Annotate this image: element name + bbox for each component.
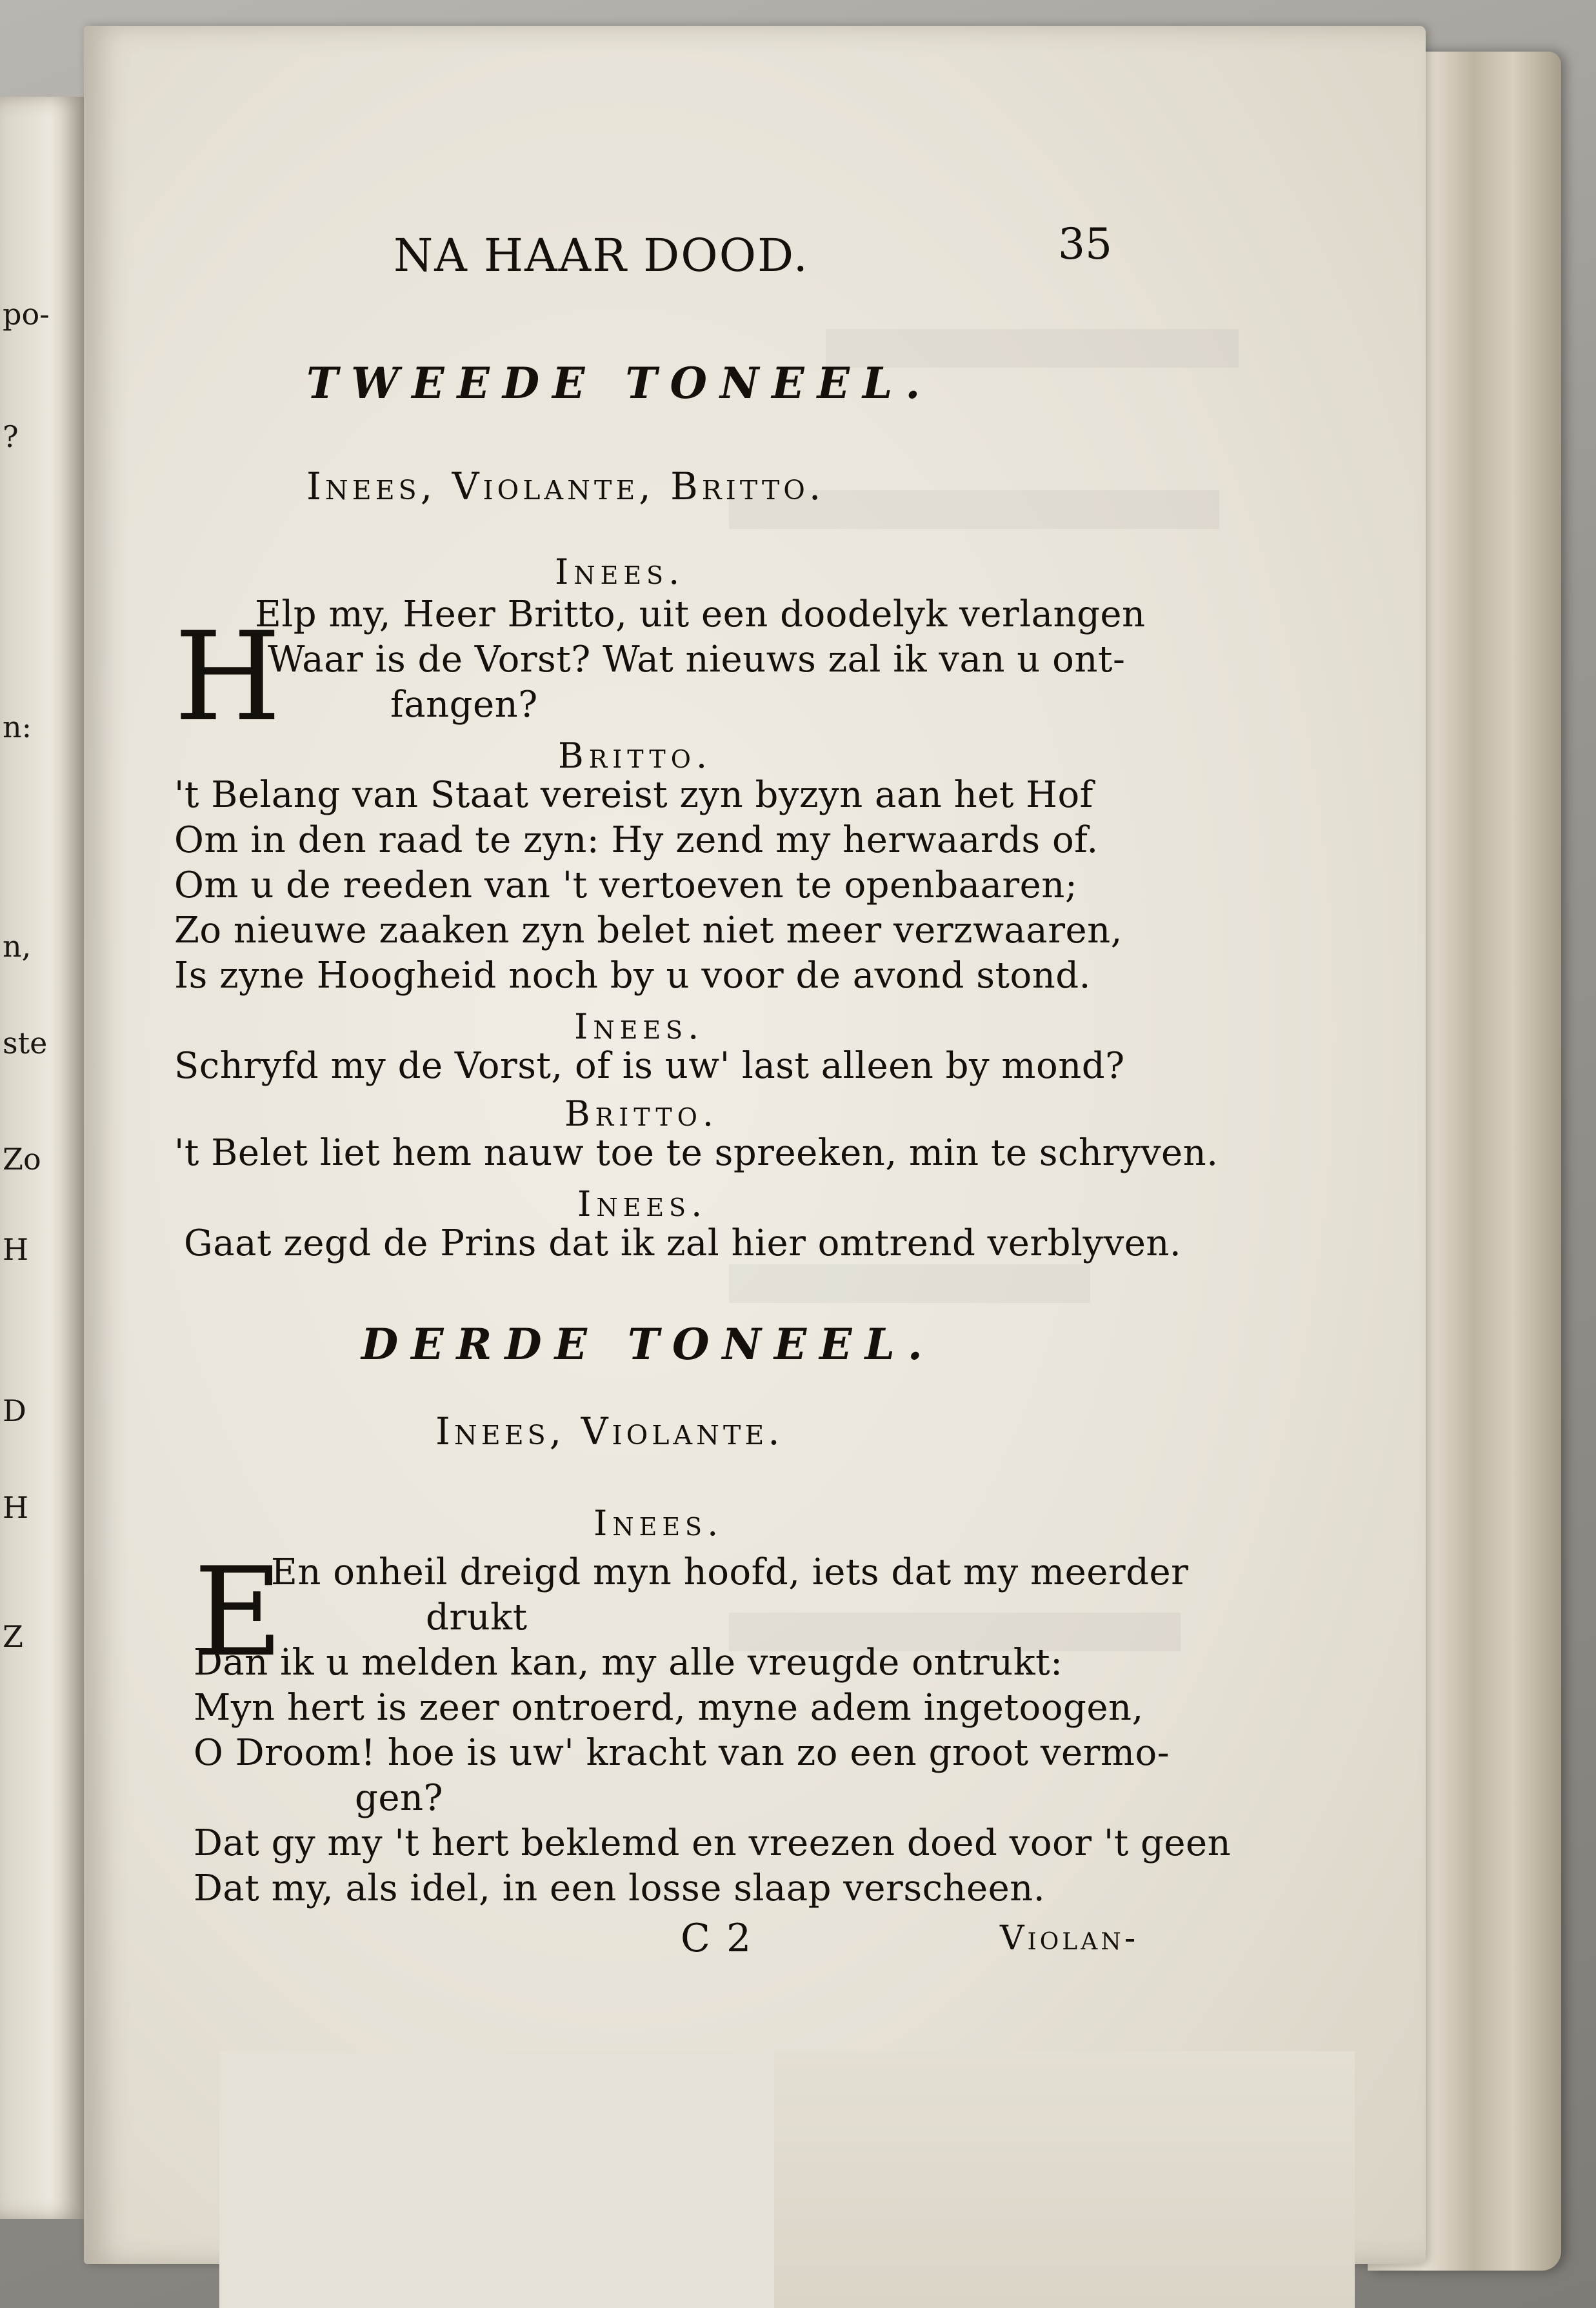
- previous-page-edge: [0, 97, 84, 2219]
- paper-patch: [219, 2051, 774, 2308]
- verse-line: 't Belang van Staat vereist zyn byzyn aan het Hof: [174, 774, 1093, 816]
- verse-line: Dat my, als idel, in een losse slaap verscheen.: [194, 1867, 1046, 1909]
- verse-line: Dan ik u melden kan, my alle vreugde ontrukt:: [194, 1642, 1063, 1684]
- left-page-fragment: D: [3, 1393, 26, 1428]
- left-page-fragment: ?: [3, 419, 19, 454]
- page-number: 35: [1058, 219, 1112, 269]
- scene-title: TWEEDE TONEEL.: [306, 358, 933, 408]
- left-page-fragment: H: [3, 1232, 29, 1267]
- verse-line: Gaat zegd de Prins dat ik zal hier omtrend verblyven.: [184, 1222, 1182, 1264]
- left-page-fragment: ste: [3, 1026, 48, 1060]
- left-page-fragment: H: [3, 1490, 29, 1525]
- left-page-fragment: n:: [3, 710, 32, 744]
- speaker-label: Inees.: [594, 1503, 724, 1544]
- verse-line: Zo nieuwe zaaken zyn belet niet meer verzwaaren,: [174, 910, 1122, 951]
- cast-list: Inees, Violante, Britto.: [306, 464, 825, 508]
- speaker-label: Inees.: [555, 552, 685, 592]
- verse-line: Om in den raad te zyn: Hy zend my herwaards of.: [174, 819, 1099, 861]
- left-page-fragment: n,: [3, 929, 32, 964]
- drop-cap: E: [194, 1541, 283, 1684]
- verse-line: Dat gy my 't hert beklemd en vreezen doed voor 't geen: [194, 1822, 1232, 1864]
- verse-line: O Droom! hoe is uw' kracht van zo een groot vermo-: [194, 1732, 1170, 1774]
- drop-cap: H: [174, 606, 281, 748]
- signature-mark: C 2: [681, 1916, 753, 1961]
- verse-line: Myn hert is zeer ontroerd, myne adem ingetoogen,: [194, 1687, 1144, 1729]
- verse-line: Elp my, Heer Britto, uit een doodelyk verlangen: [255, 593, 1146, 635]
- verse-line: 't Belet liet hem nauw toe te spreeken, min te schryven.: [174, 1132, 1219, 1174]
- verse-line: Om u de reeden van 't vertoeven te openbaaren;: [174, 864, 1078, 906]
- verse-line: drukt: [426, 1597, 528, 1638]
- scene-title: DERDE TONEEL.: [361, 1319, 935, 1369]
- verse-line: En onheil dreigd myn hoofd, iets dat my meerder: [271, 1551, 1189, 1593]
- speaker-label: Inees.: [574, 1006, 704, 1047]
- verse-line: gen?: [355, 1777, 444, 1819]
- left-page-fragment: po-: [3, 297, 50, 332]
- cast-list: Inees, Violante.: [435, 1409, 784, 1453]
- verse-line: Waar is de Vorst? Wat nieuws zal ik van u ont-: [268, 639, 1126, 681]
- running-head: NA HAAR DOOD.: [394, 229, 809, 282]
- left-page-fragment: Z: [3, 1619, 23, 1654]
- catchword: Violan-: [1000, 1919, 1139, 1958]
- speaker-label: Britto.: [564, 1093, 719, 1134]
- page-bottom: [774, 2051, 1355, 2308]
- speaker-label: Inees.: [577, 1184, 708, 1224]
- verse-line: fangen?: [390, 684, 538, 726]
- speaker-label: Britto.: [558, 735, 713, 776]
- left-page-fragment: Zo: [3, 1142, 41, 1177]
- book-page: [84, 26, 1426, 2264]
- verse-line: Schryfd my de Vorst, of is uw' last alleen by mond?: [174, 1045, 1125, 1087]
- verse-line: Is zyne Hoogheid noch by u voor de avond stond.: [174, 955, 1091, 997]
